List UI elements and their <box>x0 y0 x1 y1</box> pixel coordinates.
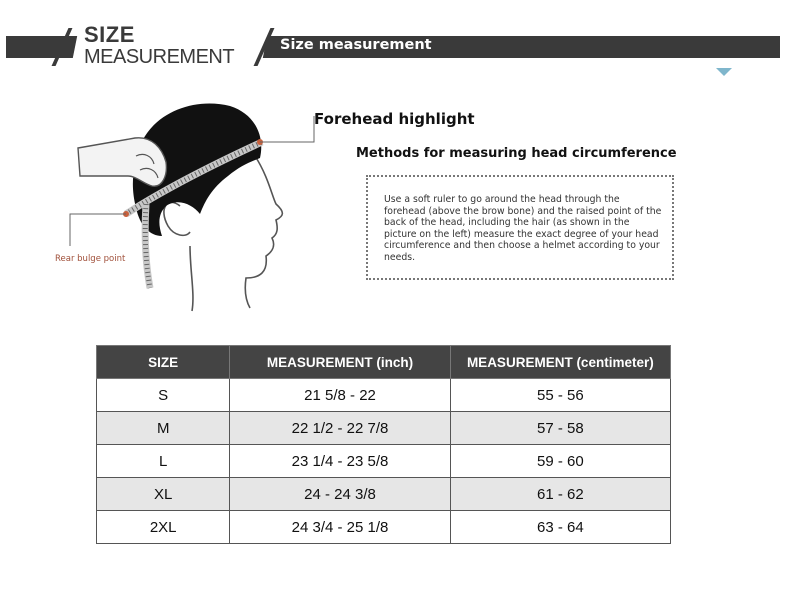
methods-title: Methods for measuring head circumference <box>356 146 677 161</box>
down-triangle-icon <box>716 68 732 76</box>
face-outline <box>245 156 282 308</box>
cell-centimeter: 63 - 64 <box>450 511 670 544</box>
table-row <box>97 412 671 445</box>
cell-size: XL <box>97 478 230 511</box>
forehead-label: Forehead highlight <box>314 110 475 128</box>
ear-outline <box>164 202 190 235</box>
rear-bulge-label: Rear bulge point <box>55 254 126 264</box>
header-inch: MEASUREMENT (inch) <box>230 346 450 379</box>
header-size: SIZE <box>97 346 230 379</box>
cell-inch: 24 - 24 3/8 <box>230 478 450 511</box>
table-row <box>97 445 671 478</box>
cell-centimeter: 57 - 58 <box>450 412 670 445</box>
cell-inch: 21 5/8 - 22 <box>230 379 450 412</box>
cell-centimeter: 59 - 60 <box>450 445 670 478</box>
cell-inch: 23 1/4 - 23 5/8 <box>230 445 450 478</box>
table-row <box>97 379 671 412</box>
cell-centimeter: 61 - 62 <box>450 478 670 511</box>
cell-centimeter: 55 - 56 <box>450 379 670 412</box>
cell-inch: 24 3/4 - 25 1/8 <box>230 511 450 544</box>
logo-size-text: SIZE <box>84 22 135 47</box>
header-centimeter: MEASUREMENT (centimeter) <box>450 346 670 379</box>
forehead-leader-line <box>260 116 314 142</box>
cell-size: 2XL <box>97 511 230 544</box>
cell-inch: 22 1/2 - 22 7/8 <box>230 412 450 445</box>
neck-outline <box>190 246 193 311</box>
table-row <box>97 511 671 544</box>
logo-measurement-text: MEASUREMENT <box>84 46 235 68</box>
table-header-row <box>97 346 671 379</box>
description-box <box>366 175 674 280</box>
table-row <box>97 478 671 511</box>
cell-size: M <box>97 412 230 445</box>
size-table <box>96 345 671 544</box>
cell-size: S <box>97 379 230 412</box>
cell-size: L <box>97 445 230 478</box>
description-text: Use a soft ruler to go around the head through the forehead (above the brow bone) and the raised point of the back of the head, including the hair (as shown in the picture on the left) measure the exact degree of your head circumference and then choose a helmet according to your needs. <box>384 194 662 263</box>
page-title: Size measurement <box>280 37 432 53</box>
rear-leader-line <box>70 214 126 246</box>
head-measurement-illustration <box>40 96 350 316</box>
